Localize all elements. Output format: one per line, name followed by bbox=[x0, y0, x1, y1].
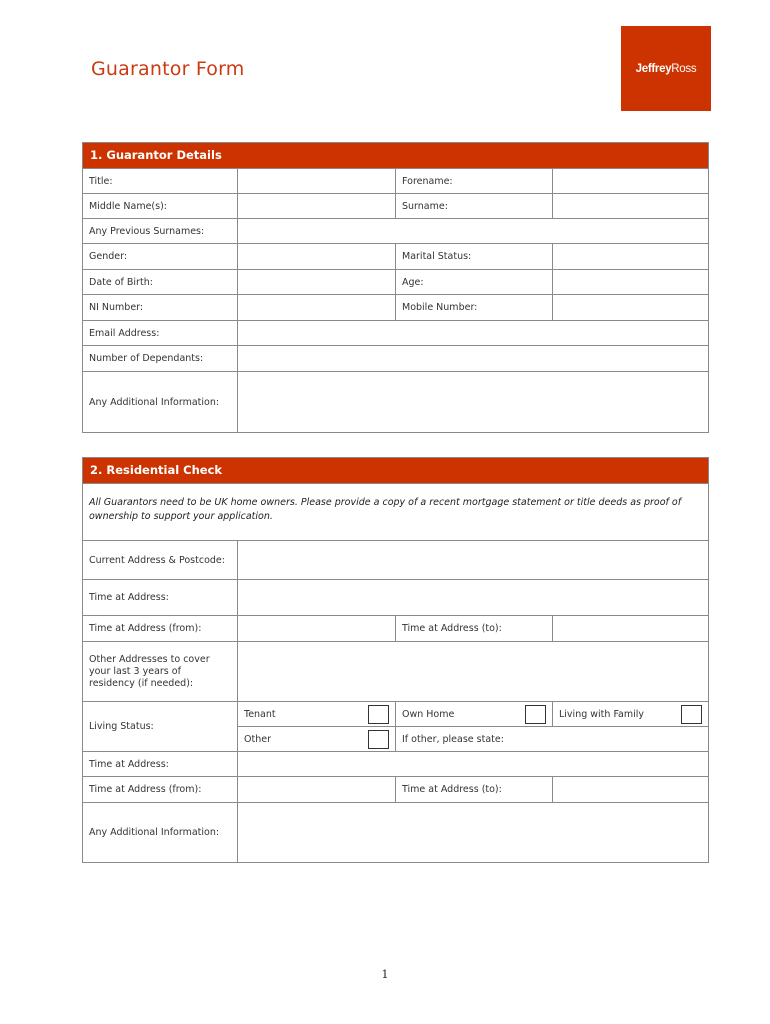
table-row bbox=[83, 321, 708, 346]
middle-name-field[interactable] bbox=[238, 194, 396, 218]
own-home-option[interactable] bbox=[396, 702, 553, 726]
time-from-field[interactable] bbox=[238, 616, 396, 641]
mobile-number-label: Mobile Number: bbox=[396, 295, 553, 320]
living-status-row bbox=[83, 702, 708, 752]
living-family-option[interactable] bbox=[553, 702, 708, 726]
time-to-field[interactable] bbox=[553, 616, 708, 641]
tenant-checkbox[interactable] bbox=[368, 705, 389, 724]
forename-label: Forename: bbox=[396, 169, 553, 193]
living-family-checkbox[interactable] bbox=[681, 705, 702, 724]
mobile-number-field[interactable] bbox=[553, 295, 708, 320]
ni-number-label: NI Number: bbox=[83, 295, 238, 320]
page-title: Guarantor Form bbox=[91, 58, 245, 80]
table-row bbox=[83, 244, 708, 270]
current-address-field[interactable] bbox=[238, 541, 708, 579]
dob-label: Date of Birth: bbox=[83, 270, 238, 294]
email-label: Email Address: bbox=[83, 321, 238, 345]
ownership-note: All Guarantors need to be UK home owners. Please provide a copy of a recent mortgage statement or title deeds as proof of ownership to support your application. bbox=[83, 484, 708, 541]
living-status-row-1 bbox=[238, 702, 708, 727]
time-at-address-label: Time at Address: bbox=[83, 580, 238, 615]
table-row bbox=[83, 346, 708, 372]
table-row bbox=[83, 194, 708, 219]
living-status-label: Living Status: bbox=[83, 702, 238, 751]
title-field[interactable] bbox=[238, 169, 396, 193]
middle-name-label: Middle Name(s): bbox=[83, 194, 238, 218]
table-row bbox=[83, 803, 708, 862]
additional-info-label-2: Any Additional Information: bbox=[83, 803, 238, 862]
age-field[interactable] bbox=[553, 270, 708, 294]
title-label: Title: bbox=[83, 169, 238, 193]
table-row bbox=[83, 169, 708, 194]
additional-info-label: Any Additional Information: bbox=[83, 372, 238, 432]
residential-check-section bbox=[82, 457, 709, 863]
other-addresses-field[interactable] bbox=[238, 642, 708, 701]
time-from-field-2[interactable] bbox=[238, 777, 396, 802]
table-row bbox=[83, 372, 708, 432]
table-row bbox=[83, 752, 708, 777]
table-row bbox=[83, 270, 708, 295]
guarantor-details-section bbox=[82, 142, 709, 433]
previous-surnames-label: Any Previous Surnames: bbox=[83, 219, 238, 243]
table-row bbox=[83, 295, 708, 321]
time-at-address-field[interactable] bbox=[238, 580, 708, 615]
other-option[interactable] bbox=[238, 727, 396, 751]
marital-status-field[interactable] bbox=[553, 244, 708, 269]
dependants-label: Number of Dependants: bbox=[83, 346, 238, 371]
other-state-field[interactable] bbox=[396, 727, 708, 751]
table-row bbox=[83, 580, 708, 616]
tenant-label: Tenant bbox=[244, 708, 276, 720]
additional-info-field-2[interactable] bbox=[238, 803, 708, 862]
gender-label: Gender: bbox=[83, 244, 238, 269]
living-family-label: Living with Family bbox=[559, 708, 645, 720]
page-number: 1 bbox=[381, 968, 389, 981]
other-checkbox[interactable] bbox=[368, 730, 389, 749]
time-to-label: Time at Address (to): bbox=[396, 616, 553, 641]
living-status-options bbox=[238, 702, 708, 751]
time-at-address-field-2[interactable] bbox=[238, 752, 708, 776]
email-field[interactable] bbox=[238, 321, 708, 345]
forename-field[interactable] bbox=[553, 169, 708, 193]
other-addresses-label: Other Addresses to cover your last 3 years of residency (if needed): bbox=[83, 642, 238, 701]
time-to-field-2[interactable] bbox=[553, 777, 708, 802]
other-state-label: If other, please state: bbox=[402, 733, 504, 745]
additional-info-field[interactable] bbox=[238, 372, 708, 432]
surname-field[interactable] bbox=[553, 194, 708, 218]
living-status-row-2 bbox=[238, 727, 708, 751]
logo-text-bold: Jeffrey bbox=[635, 62, 672, 75]
marital-status-label: Marital Status: bbox=[396, 244, 553, 269]
table-row bbox=[83, 777, 708, 803]
own-home-label: Own Home bbox=[402, 708, 455, 720]
section-heading: 2. Residential Check bbox=[83, 458, 708, 484]
ni-number-field[interactable] bbox=[238, 295, 396, 320]
other-label: Other bbox=[244, 733, 271, 745]
time-from-label: Time at Address (from): bbox=[83, 616, 238, 641]
dob-field[interactable] bbox=[238, 270, 396, 294]
section-heading: 1. Guarantor Details bbox=[83, 143, 708, 169]
previous-surnames-field[interactable] bbox=[238, 219, 708, 243]
dependants-field[interactable] bbox=[238, 346, 708, 371]
logo-text-thin: Ross bbox=[671, 62, 697, 75]
age-label: Age: bbox=[396, 270, 553, 294]
current-address-label: Current Address & Postcode: bbox=[83, 541, 238, 579]
table-row bbox=[83, 642, 708, 702]
tenant-option[interactable] bbox=[238, 702, 396, 726]
brand-logo bbox=[621, 26, 711, 111]
time-to-label-2: Time at Address (to): bbox=[396, 777, 553, 802]
time-from-label-2: Time at Address (from): bbox=[83, 777, 238, 802]
table-row bbox=[83, 541, 708, 580]
own-home-checkbox[interactable] bbox=[525, 705, 546, 724]
surname-label: Surname: bbox=[396, 194, 553, 218]
time-at-address-label-2: Time at Address: bbox=[83, 752, 238, 776]
gender-field[interactable] bbox=[238, 244, 396, 269]
table-row bbox=[83, 616, 708, 642]
table-row bbox=[83, 219, 708, 244]
